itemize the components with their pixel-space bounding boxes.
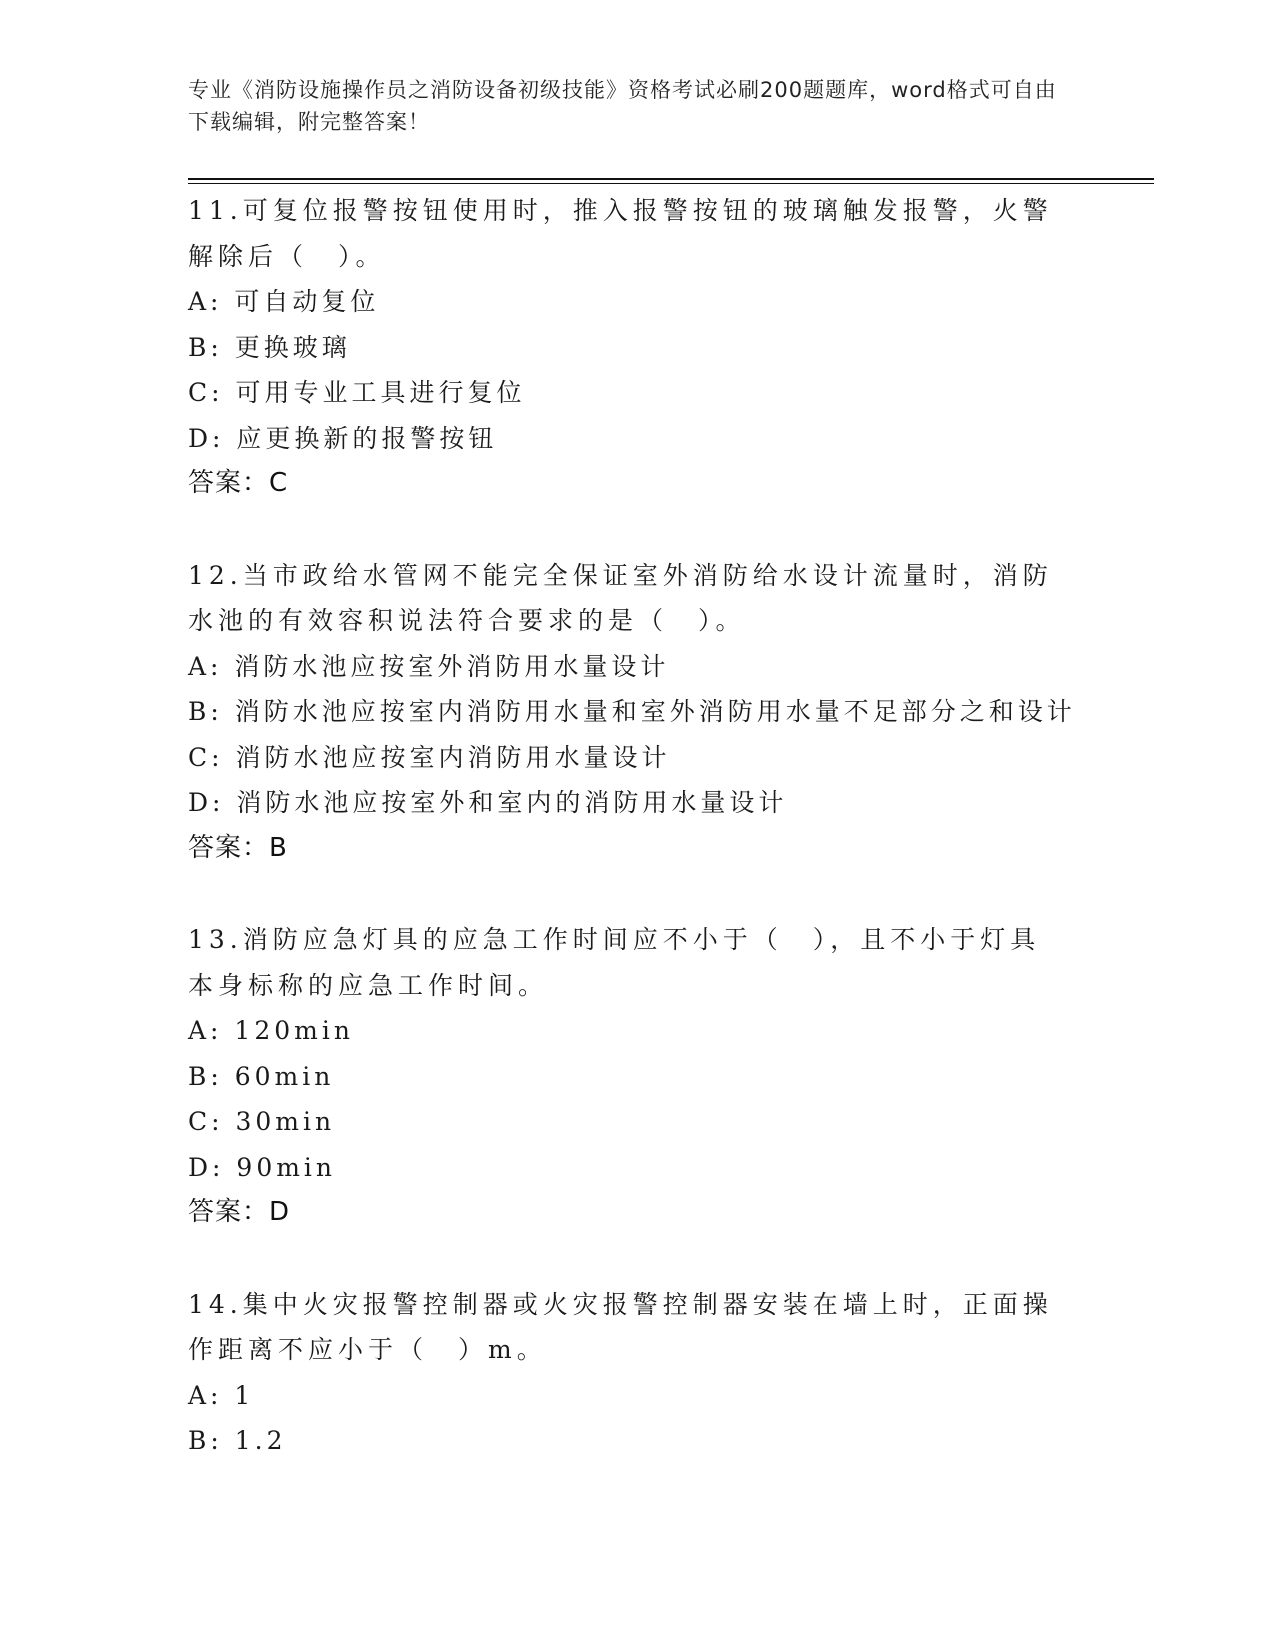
option-d: D: 90min bbox=[188, 1152, 337, 1182]
answer-line: 答案：D bbox=[188, 1197, 291, 1227]
option-a: A: 120min bbox=[188, 1016, 354, 1045]
question-list bbox=[188, 188, 1088, 1510]
question-stem: 14.集中火灾报警控制器或火灾报警控制器安装在墙上时，正面操作距离不应小于（ ）m。 bbox=[188, 1289, 1053, 1364]
header-rule-thin bbox=[188, 183, 1154, 184]
option-b: B: 1.2 bbox=[188, 1426, 287, 1455]
answer-line: 答案：C bbox=[188, 468, 289, 498]
option-b: B: 更换玻璃 bbox=[188, 332, 351, 362]
question-13 bbox=[188, 917, 1088, 1236]
question-11 bbox=[188, 188, 1088, 507]
option-a: A: 消防水池应按室外消防用水量设计 bbox=[188, 651, 670, 681]
question-stem: 13.消防应急灯具的应急工作时间应不小于（ ），且不小于灯具本身标称的应急工作时间。 bbox=[188, 925, 1041, 1000]
question-12 bbox=[188, 553, 1088, 872]
option-d: D: 应更换新的报警按钮 bbox=[188, 423, 498, 453]
option-d: D: 消防水池应按室外和室内的消防用水量设计 bbox=[188, 788, 788, 817]
answer-line: 答案：B bbox=[188, 832, 288, 863]
option-a: A: 1 bbox=[188, 1380, 255, 1410]
header-rule-thick bbox=[188, 178, 1154, 180]
question-stem: 11.可复位报警按钮使用时，推入报警按钮的玻璃触发报警，火警解除后（ ）。 bbox=[188, 196, 1053, 271]
option-c: C: 30min bbox=[188, 1107, 336, 1136]
option-c: C: 消防水池应按室内消防用水量设计 bbox=[188, 742, 671, 772]
document-header: 专业《消防设施操作员之消防设备初级技能》资格考试必刷200题题库，word格式可自由下载编辑，附完整答案！ bbox=[188, 78, 1057, 134]
option-a: A: 可自动复位 bbox=[188, 287, 380, 316]
question-stem: 12.当市政给水管网不能完全保证室外消防给水设计流量时，消防水池的有效容积说法符合要求的是（ ）。 bbox=[188, 560, 1053, 635]
option-b: B: 消防水池应按室内消防用水量和室外消防用水量不足部分之和设计 bbox=[188, 697, 1076, 726]
option-c: C: 可用专业工具进行复位 bbox=[188, 378, 526, 407]
option-b: B: 60min bbox=[188, 1061, 335, 1091]
question-14 bbox=[188, 1282, 1088, 1464]
